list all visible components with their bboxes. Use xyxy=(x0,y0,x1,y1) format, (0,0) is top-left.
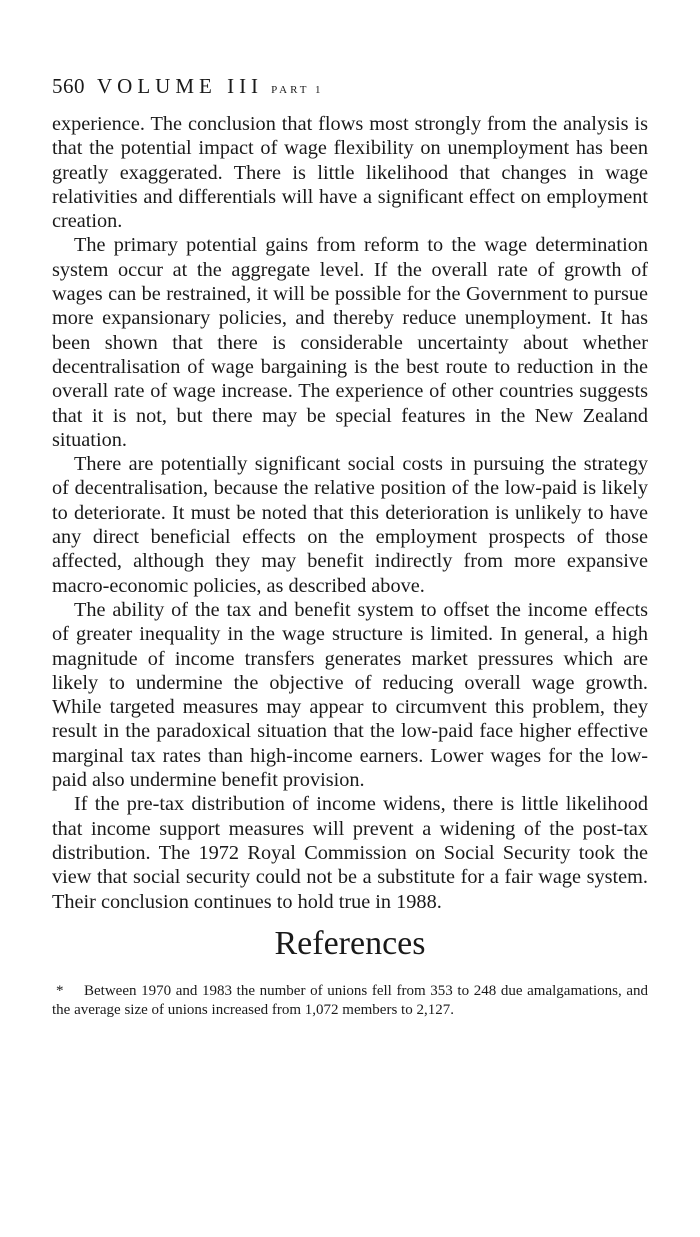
footnote-text: Between 1970 and 1983 the number of unions fell from 353 to 248 due amalgamations, and the average size of unions increased from 1,072 members to 2,127. xyxy=(52,982,648,1019)
volume-label: VOLUME III xyxy=(97,74,264,98)
page-number: 560 xyxy=(52,74,85,98)
paragraph: If the pre-tax distribution of income widens, there is little likelihood that income support measures will prevent a widening of the post-tax distribution. The 1972 Royal Commission on Social Security took the view that social security could not be a substitute for a fair wage system. Their conclusion continues to hold true in 1988. xyxy=(52,793,648,913)
running-head xyxy=(52,66,648,106)
part-label: PART 1 xyxy=(271,84,324,96)
footnote xyxy=(52,982,648,1021)
footnote-marker: * xyxy=(56,982,64,999)
paragraph: There are potentially significant social costs in pursuing the strategy of decentralisation, because the relative position of the low-paid is likely to deteriorate. It must be noted that this deterioration is unlikely to have any direct beneficial effects on the employment prospects of those affected, although they may benefit indirectly from more expansive macro-economic policies, as described above. xyxy=(52,453,648,597)
paragraph: The primary potential gains from reform to the wage determination system occur at the aggregate level. If the overall rate of growth of wages can be restrained, it will be possible for the Government to pursue more expansionary policies, and thereby reduce unemployment. It has been shown that there is considerable uncertainty about whether decentralisation of wage bargaining is the best route to reduction in the overall rate of wage increase. The experience of other countries suggests that it is not, but there may be special features in the New Zealand situation. xyxy=(52,234,648,451)
paragraph: The ability of the tax and benefit system to offset the income effects of greater inequality in the wage structure is limited. In general, a high magnitude of income transfers generates market pressures which are likely to undermine the objective of reducing overall wage growth. While targeted measures may appear to circumvent this problem, they result in the paradoxical situation that the low-paid face higher effective marginal tax rates than high-income earners. Lower wages for the low-paid also undermine benefit provision. xyxy=(52,598,648,792)
paragraph: experience. The conclusion that flows most strongly from the analysis is that the potential impact of wage flexibility on unemployment has been greatly exaggerated. There is little likelihood that changes in wage relativities and differentials will have a significant effect on employment creation. xyxy=(52,113,648,233)
body-text xyxy=(52,112,648,914)
references-heading: References xyxy=(274,924,426,962)
document-page xyxy=(52,66,648,1021)
